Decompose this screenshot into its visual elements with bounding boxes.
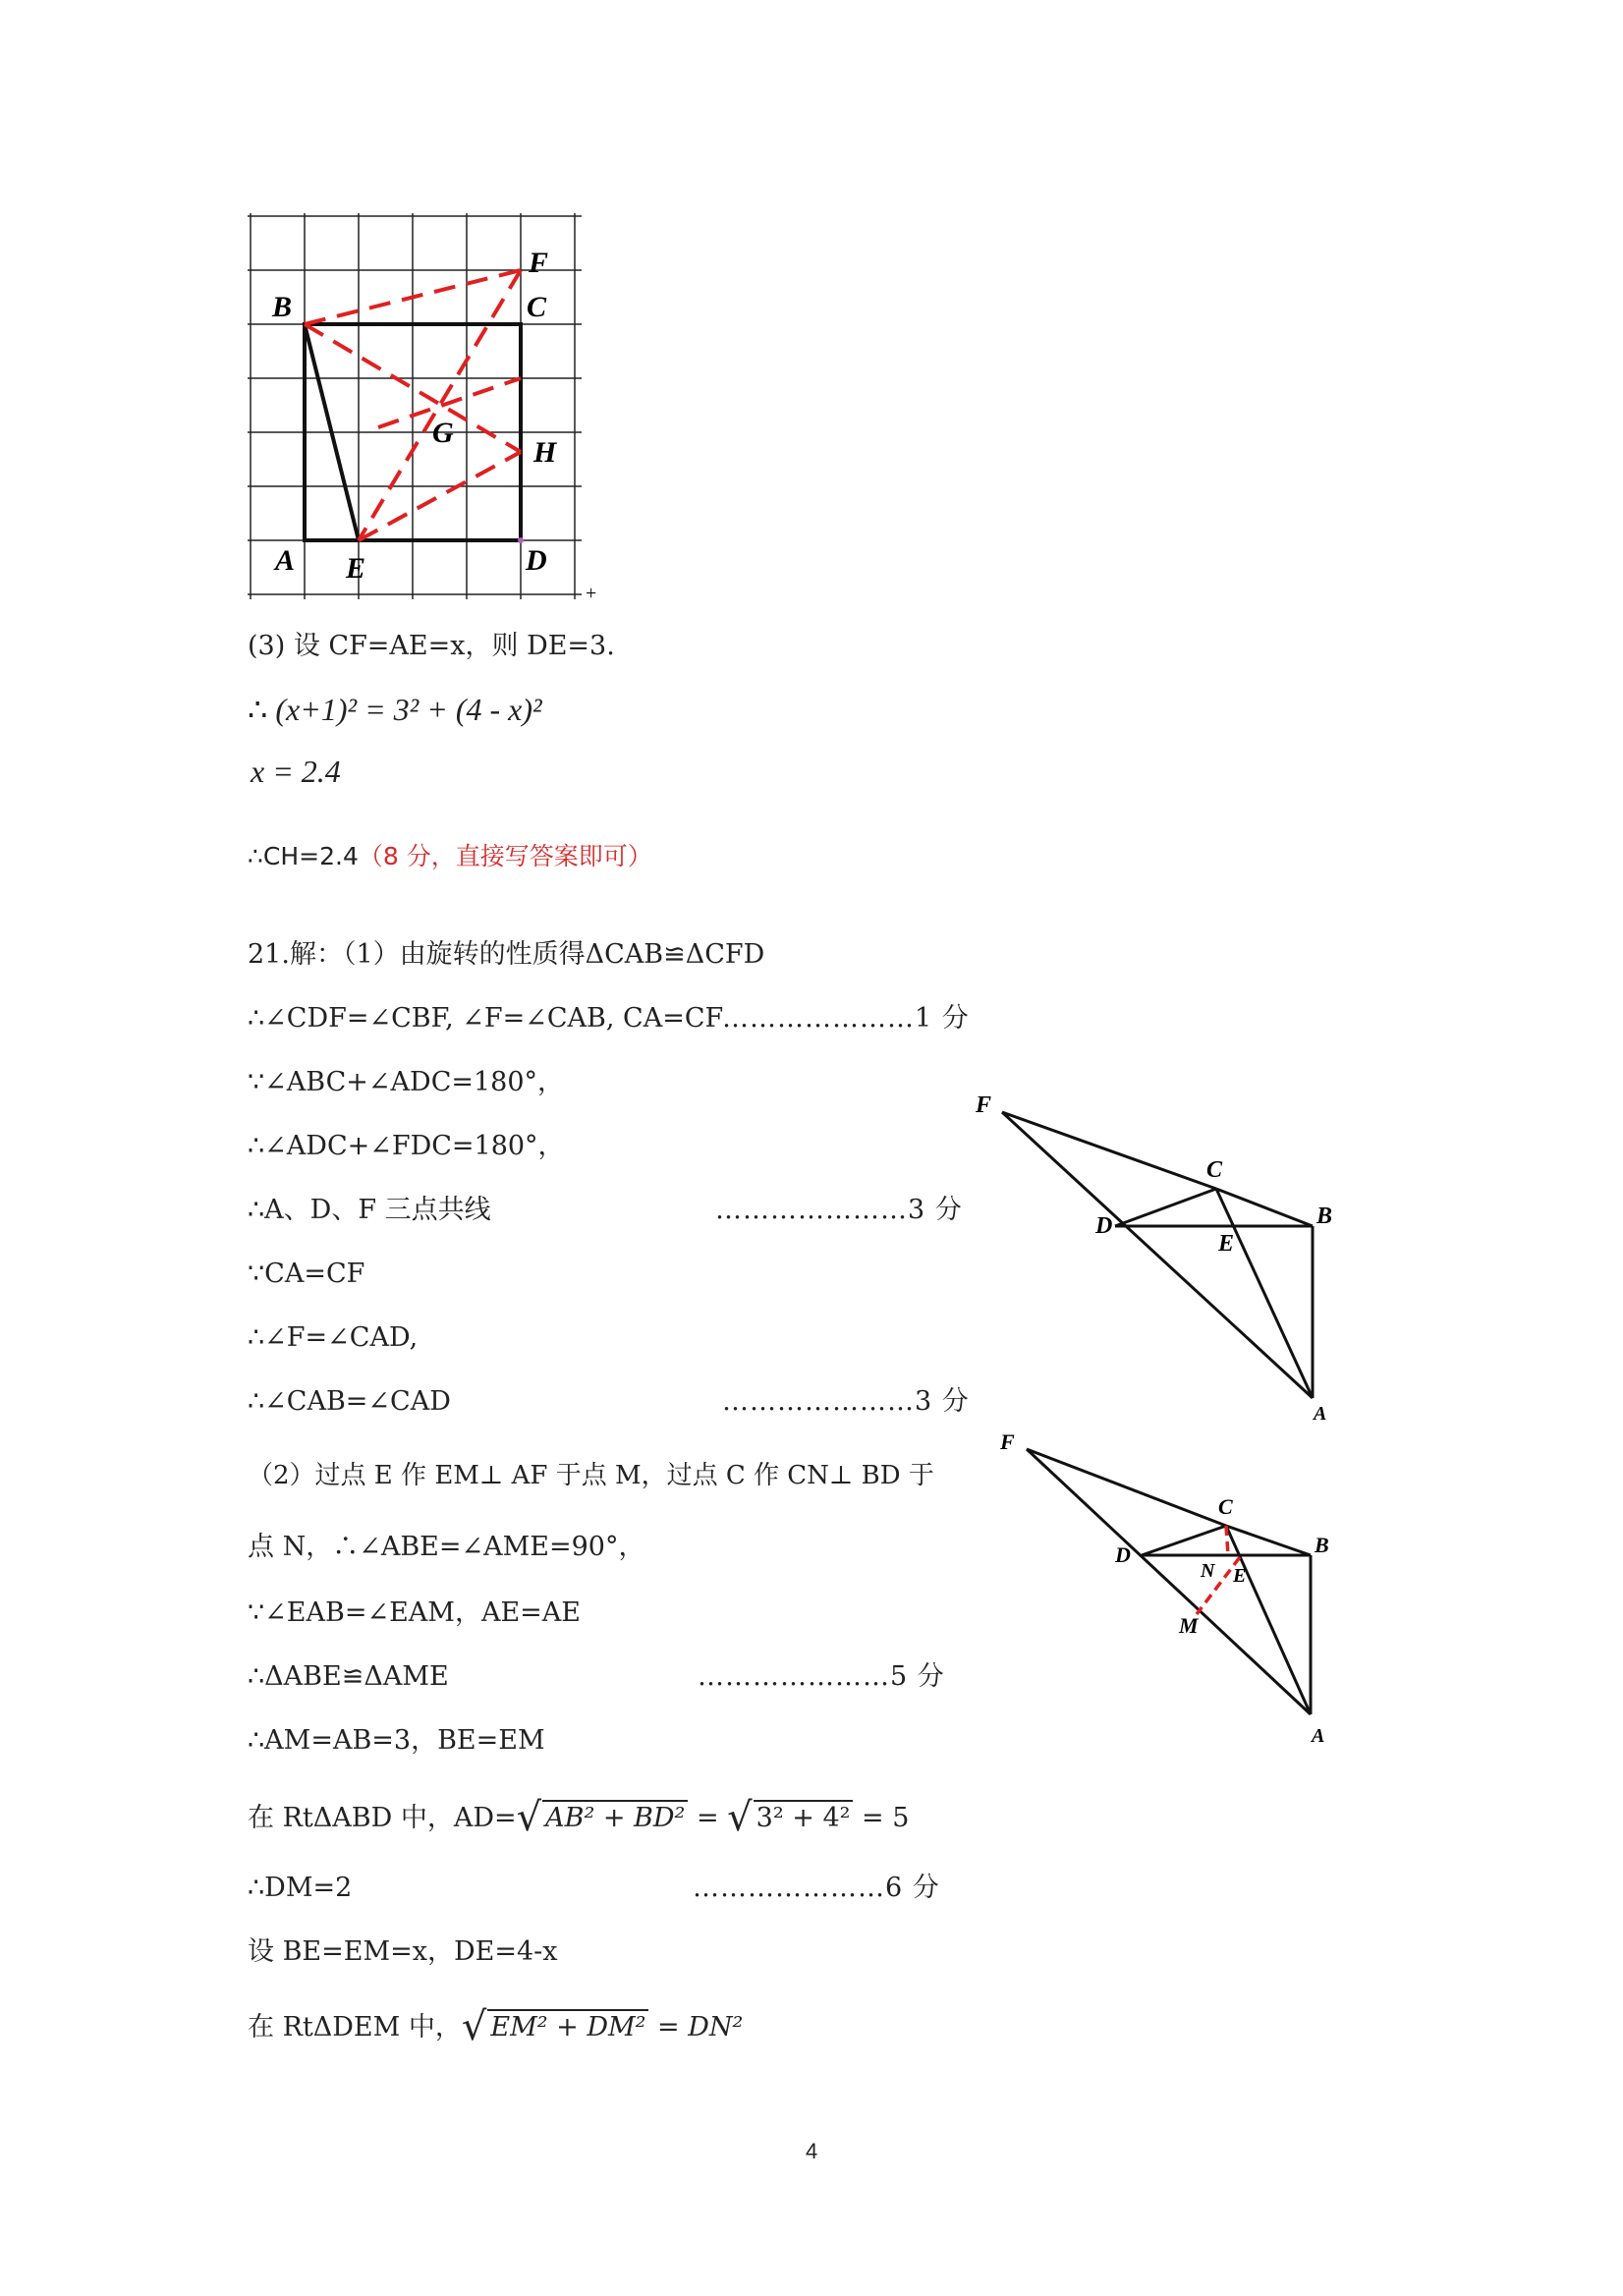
fig2-label-D: D [1095, 1213, 1113, 1239]
dem-prefix: 在 RtΔDEM 中， [248, 2012, 462, 2043]
fig3-label-B: B [1315, 1533, 1329, 1557]
fig3-label-N: N [1201, 1560, 1215, 1582]
equation-text: (x+1)² = 3² + (4 - x)² [275, 692, 542, 727]
answer-ch: ∴CH=2.4 [248, 842, 359, 870]
score-3b: …………………3 分 [722, 1386, 970, 1417]
q21-line12: ∴ΔABE≌ΔAME [248, 1661, 449, 1692]
equals: = [688, 1803, 728, 1833]
fig3-label-C: C [1218, 1494, 1233, 1519]
equals-5: = 5 [853, 1803, 910, 1833]
equals-dn: = DN² [648, 2012, 744, 2043]
q21-line10: 点 N，∴∠ABE=∠AME=90°， [248, 1532, 645, 1562]
part3-equation [248, 691, 542, 728]
part3-line1: (3) 设 CF=AE=x，则 DE=3. [248, 631, 615, 661]
fig2-label-A: A [1314, 1403, 1327, 1425]
ad-prefix: 在 RtΔABD 中，AD= [248, 1803, 517, 1833]
label-E: E [346, 552, 366, 585]
fig3-label-D: D [1115, 1542, 1131, 1567]
label-B: B [272, 291, 293, 323]
q21-line16: 设 BE=EM=x，DE=4-x [248, 1936, 558, 1967]
label-plus: + [586, 583, 597, 604]
label-F: F [529, 247, 549, 279]
fig3-label-F: F [1000, 1429, 1015, 1454]
q21-line6: ∵CA=CF [248, 1259, 365, 1289]
sqrt-ab-bd: AB² + BD² [542, 1800, 688, 1835]
score-3a: …………………3 分 [715, 1195, 963, 1225]
q21-line1: 21.解：（1）由旋转的性质得ΔCAB≌ΔCFD [248, 939, 765, 970]
fig3-label-A: A [1312, 1725, 1325, 1747]
triangle-figure-1 [968, 1091, 1351, 1425]
label-D: D [526, 544, 547, 577]
sqrt-3-4: 3² + 4² [754, 1800, 854, 1835]
part3-answer [248, 840, 652, 873]
grid-figure [236, 201, 619, 609]
fig2-label-F: F [976, 1092, 992, 1118]
q21-line17: 在 RtΔDEM 中，√ EM² + DM² = DN² [248, 2004, 744, 2049]
sqrt-em-dm: EM² + DM² [487, 2009, 648, 2044]
q21-line7: ∴∠F=∠CAD, [248, 1322, 419, 1353]
q21-line5: ∴A、D、F 三点共线 [248, 1195, 491, 1225]
q21-line4: ∴∠ADC+∠FDC=180°， [248, 1131, 565, 1161]
fig2-label-C: C [1206, 1157, 1223, 1183]
label-G: G [432, 417, 454, 449]
score-1: …………………1 分 [722, 1003, 970, 1034]
q21-line11: ∵∠EAB=∠EAM，AE=AE [248, 1597, 581, 1628]
q21-line9: （2）过点 E 作 EM⊥ AF 于点 M，过点 C 作 CN⊥ BD 于 [248, 1461, 934, 1490]
q21-line13: ∴AM=AB=3，BE=EM [248, 1725, 545, 1756]
score-6: …………………6 分 [693, 1873, 940, 1903]
triangle-figure-2 [992, 1429, 1346, 1754]
label-H: H [533, 436, 557, 469]
therefore-symbol: ∴ [248, 692, 268, 727]
q21-line2: ∴∠CDF=∠CBF, ∠F=∠CAB, CA=CF [248, 1003, 724, 1034]
label-A: A [275, 544, 296, 577]
part3-solution: x = 2.4 [251, 754, 341, 789]
answer-note: （8 分，直接写答案即可） [358, 842, 652, 870]
q21-line8: ∴∠CAB=∠CAD [248, 1386, 451, 1417]
point-d-marker [518, 537, 524, 543]
fig2-label-E: E [1218, 1231, 1235, 1257]
fig3-label-M: M [1179, 1613, 1199, 1638]
q21-line14: 在 RtΔABD 中，AD=√ AB² + BD² = √ 3² + 4² = 5 [248, 1795, 910, 1840]
fig3-label-E: E [1233, 1565, 1247, 1587]
page-number: 4 [806, 2139, 818, 2163]
fig2-label-B: B [1316, 1204, 1333, 1229]
score-5: …………………5 分 [698, 1661, 945, 1692]
q21-line3: ∵∠ABC+∠ADC=180°， [248, 1067, 565, 1097]
label-C: C [527, 291, 547, 323]
q21-line15: ∴DM=2 [248, 1873, 353, 1903]
